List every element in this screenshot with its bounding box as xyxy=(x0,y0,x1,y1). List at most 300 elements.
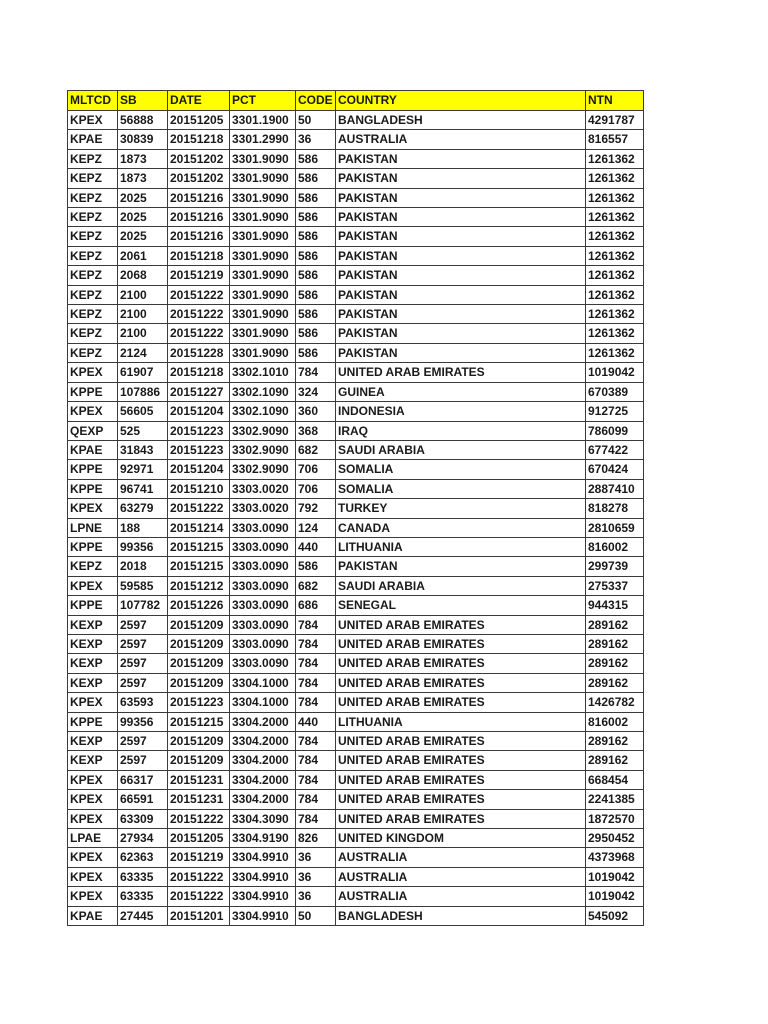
cell-country: UNITED ARAB EMIRATES xyxy=(336,809,586,828)
cell-date: 20151218 xyxy=(168,246,230,265)
cell-sb: 66591 xyxy=(118,790,168,809)
cell-mltcd: KPPE xyxy=(68,479,118,498)
cell-ntn: 289162 xyxy=(586,615,644,634)
cell-pct: 3302.9090 xyxy=(230,421,296,440)
cell-mltcd: KPPE xyxy=(68,712,118,731)
cell-ntn: 786099 xyxy=(586,421,644,440)
cell-country: GUINEA xyxy=(336,382,586,401)
cell-date: 20151226 xyxy=(168,596,230,615)
cell-pct: 3301.9090 xyxy=(230,343,296,362)
cell-country: INDONESIA xyxy=(336,402,586,421)
cell-ntn: 275337 xyxy=(586,576,644,595)
cell-code: 784 xyxy=(296,615,336,634)
cell-mltcd: KEPZ xyxy=(68,324,118,343)
table-row xyxy=(68,557,644,576)
cell-code: 682 xyxy=(296,576,336,595)
cell-code: 36 xyxy=(296,848,336,867)
cell-country: BANGLADESH xyxy=(336,111,586,130)
cell-date: 20151218 xyxy=(168,130,230,149)
cell-sb: 1873 xyxy=(118,169,168,188)
cell-date: 20151223 xyxy=(168,421,230,440)
cell-mltcd: KPEX xyxy=(68,790,118,809)
cell-country: LITHUANIA xyxy=(336,537,586,556)
cell-country: UNITED ARAB EMIRATES xyxy=(336,654,586,673)
cell-ntn: 1426782 xyxy=(586,693,644,712)
cell-country: UNITED ARAB EMIRATES xyxy=(336,615,586,634)
cell-country: PAKISTAN xyxy=(336,557,586,576)
table-row xyxy=(68,732,644,751)
cell-pct: 3303.0020 xyxy=(230,479,296,498)
table-row xyxy=(68,188,644,207)
cell-ntn: 1261362 xyxy=(586,305,644,324)
cell-sb: 62363 xyxy=(118,848,168,867)
cell-country: UNITED ARAB EMIRATES xyxy=(336,751,586,770)
cell-code: 586 xyxy=(296,227,336,246)
cell-date: 20151219 xyxy=(168,266,230,285)
cell-country: AUSTRALIA xyxy=(336,867,586,886)
cell-sb: 1873 xyxy=(118,149,168,168)
header-ntn: NTN xyxy=(586,91,644,111)
table-row xyxy=(68,576,644,595)
cell-ntn: 816002 xyxy=(586,537,644,556)
header-country: COUNTRY xyxy=(336,91,586,111)
cell-sb: 27934 xyxy=(118,829,168,848)
cell-country: AUSTRALIA xyxy=(336,887,586,906)
cell-ntn: 670424 xyxy=(586,460,644,479)
table-row xyxy=(68,266,644,285)
cell-country: AUSTRALIA xyxy=(336,130,586,149)
cell-mltcd: KPAE xyxy=(68,440,118,459)
cell-pct: 3302.9090 xyxy=(230,460,296,479)
cell-mltcd: KPAE xyxy=(68,906,118,925)
cell-pct: 3301.9090 xyxy=(230,149,296,168)
cell-pct: 3301.9090 xyxy=(230,305,296,324)
cell-date: 20151204 xyxy=(168,402,230,421)
cell-country: UNITED ARAB EMIRATES xyxy=(336,790,586,809)
cell-mltcd: KPEX xyxy=(68,848,118,867)
cell-pct: 3304.1000 xyxy=(230,673,296,692)
cell-date: 20151209 xyxy=(168,634,230,653)
cell-mltcd: KEPZ xyxy=(68,557,118,576)
cell-sb: 59585 xyxy=(118,576,168,595)
table-header xyxy=(68,91,644,111)
cell-country: SAUDI ARABIA xyxy=(336,440,586,459)
cell-pct: 3302.9090 xyxy=(230,440,296,459)
cell-ntn: 1261362 xyxy=(586,149,644,168)
cell-date: 20151202 xyxy=(168,169,230,188)
table-row xyxy=(68,324,644,343)
table-body xyxy=(68,111,644,926)
cell-country: TURKEY xyxy=(336,499,586,518)
cell-sb: 2597 xyxy=(118,654,168,673)
cell-country: SOMALIA xyxy=(336,479,586,498)
cell-sb: 2100 xyxy=(118,285,168,304)
cell-pct: 3303.0090 xyxy=(230,654,296,673)
cell-date: 20151228 xyxy=(168,343,230,362)
header-sb: SB xyxy=(118,91,168,111)
cell-ntn: 289162 xyxy=(586,751,644,770)
cell-code: 440 xyxy=(296,537,336,556)
cell-country: PAKISTAN xyxy=(336,305,586,324)
cell-ntn: 289162 xyxy=(586,654,644,673)
cell-sb: 30839 xyxy=(118,130,168,149)
cell-mltcd: KEPZ xyxy=(68,149,118,168)
cell-sb: 2597 xyxy=(118,634,168,653)
cell-sb: 525 xyxy=(118,421,168,440)
cell-pct: 3302.1010 xyxy=(230,363,296,382)
cell-code: 360 xyxy=(296,402,336,421)
cell-ntn: 1261362 xyxy=(586,343,644,362)
cell-date: 20151222 xyxy=(168,867,230,886)
cell-mltcd: KEPZ xyxy=(68,208,118,227)
table-row xyxy=(68,673,644,692)
cell-mltcd: LPAE xyxy=(68,829,118,848)
cell-date: 20151223 xyxy=(168,693,230,712)
cell-date: 20151209 xyxy=(168,751,230,770)
table-row xyxy=(68,130,644,149)
cell-country: UNITED ARAB EMIRATES xyxy=(336,634,586,653)
cell-sb: 2061 xyxy=(118,246,168,265)
cell-mltcd: QEXP xyxy=(68,421,118,440)
cell-pct: 3304.2000 xyxy=(230,732,296,751)
cell-country: AUSTRALIA xyxy=(336,848,586,867)
cell-code: 784 xyxy=(296,809,336,828)
cell-sb: 63279 xyxy=(118,499,168,518)
table-row xyxy=(68,634,644,653)
cell-ntn: 944315 xyxy=(586,596,644,615)
cell-sb: 63335 xyxy=(118,887,168,906)
cell-date: 20151209 xyxy=(168,654,230,673)
cell-pct: 3303.0020 xyxy=(230,499,296,518)
cell-code: 586 xyxy=(296,324,336,343)
table-row xyxy=(68,906,644,925)
cell-code: 324 xyxy=(296,382,336,401)
cell-ntn: 2241385 xyxy=(586,790,644,809)
cell-ntn: 1019042 xyxy=(586,887,644,906)
cell-date: 20151209 xyxy=(168,615,230,634)
cell-code: 586 xyxy=(296,246,336,265)
cell-code: 784 xyxy=(296,363,336,382)
cell-country: PAKISTAN xyxy=(336,208,586,227)
table-row xyxy=(68,111,644,130)
cell-mltcd: KPEX xyxy=(68,693,118,712)
cell-pct: 3301.2990 xyxy=(230,130,296,149)
cell-code: 706 xyxy=(296,479,336,498)
cell-sb: 92971 xyxy=(118,460,168,479)
table-row xyxy=(68,402,644,421)
cell-sb: 2025 xyxy=(118,208,168,227)
cell-code: 36 xyxy=(296,130,336,149)
cell-ntn: 818278 xyxy=(586,499,644,518)
table-row xyxy=(68,887,644,906)
header-mltcd: MLTCD xyxy=(68,91,118,111)
cell-sb: 2124 xyxy=(118,343,168,362)
cell-country: SENEGAL xyxy=(336,596,586,615)
cell-code: 784 xyxy=(296,790,336,809)
cell-sb: 2100 xyxy=(118,324,168,343)
cell-date: 20151223 xyxy=(168,440,230,459)
cell-pct: 3302.1090 xyxy=(230,402,296,421)
cell-country: PAKISTAN xyxy=(336,266,586,285)
cell-ntn: 1261362 xyxy=(586,246,644,265)
cell-ntn: 1261362 xyxy=(586,188,644,207)
cell-pct: 3304.9190 xyxy=(230,829,296,848)
cell-code: 784 xyxy=(296,634,336,653)
cell-mltcd: KPPE xyxy=(68,537,118,556)
cell-code: 586 xyxy=(296,266,336,285)
cell-sb: 63309 xyxy=(118,809,168,828)
cell-mltcd: KEXP xyxy=(68,673,118,692)
cell-code: 826 xyxy=(296,829,336,848)
cell-code: 586 xyxy=(296,169,336,188)
cell-code: 586 xyxy=(296,188,336,207)
cell-pct: 3301.9090 xyxy=(230,227,296,246)
cell-code: 124 xyxy=(296,518,336,537)
cell-mltcd: KPEX xyxy=(68,499,118,518)
cell-mltcd: KEXP xyxy=(68,732,118,751)
cell-ntn: 4291787 xyxy=(586,111,644,130)
cell-code: 50 xyxy=(296,906,336,925)
cell-pct: 3301.9090 xyxy=(230,266,296,285)
cell-sb: 2018 xyxy=(118,557,168,576)
cell-country: SAUDI ARABIA xyxy=(336,576,586,595)
cell-ntn: 816002 xyxy=(586,712,644,731)
cell-pct: 3303.0090 xyxy=(230,537,296,556)
cell-sb: 56888 xyxy=(118,111,168,130)
cell-mltcd: KEXP xyxy=(68,654,118,673)
cell-code: 784 xyxy=(296,770,336,789)
table-row xyxy=(68,751,644,770)
cell-date: 20151201 xyxy=(168,906,230,925)
cell-country: UNITED ARAB EMIRATES xyxy=(336,673,586,692)
cell-pct: 3304.2000 xyxy=(230,751,296,770)
cell-ntn: 677422 xyxy=(586,440,644,459)
cell-country: UNITED KINGDOM xyxy=(336,829,586,848)
cell-pct: 3304.3090 xyxy=(230,809,296,828)
table-row xyxy=(68,809,644,828)
cell-date: 20151216 xyxy=(168,227,230,246)
cell-code: 792 xyxy=(296,499,336,518)
cell-mltcd: KPPE xyxy=(68,596,118,615)
cell-mltcd: KEXP xyxy=(68,751,118,770)
cell-code: 586 xyxy=(296,208,336,227)
cell-mltcd: KEPZ xyxy=(68,343,118,362)
table-row xyxy=(68,305,644,324)
cell-sb: 63335 xyxy=(118,867,168,886)
cell-mltcd: KPEX xyxy=(68,363,118,382)
cell-mltcd: KPEX xyxy=(68,809,118,828)
cell-mltcd: KEPZ xyxy=(68,285,118,304)
cell-ntn: 1261362 xyxy=(586,285,644,304)
cell-ntn: 1261362 xyxy=(586,169,644,188)
cell-sb: 63593 xyxy=(118,693,168,712)
cell-pct: 3304.9910 xyxy=(230,867,296,886)
cell-date: 20151205 xyxy=(168,111,230,130)
table-row xyxy=(68,149,644,168)
cell-date: 20151222 xyxy=(168,324,230,343)
cell-sb: 2025 xyxy=(118,188,168,207)
table-row xyxy=(68,499,644,518)
table-row xyxy=(68,285,644,304)
cell-country: IRAQ xyxy=(336,421,586,440)
cell-ntn: 670389 xyxy=(586,382,644,401)
cell-date: 20151227 xyxy=(168,382,230,401)
cell-mltcd: KPEX xyxy=(68,576,118,595)
cell-sb: 96741 xyxy=(118,479,168,498)
cell-ntn: 912725 xyxy=(586,402,644,421)
cell-country: CANADA xyxy=(336,518,586,537)
cell-ntn: 816557 xyxy=(586,130,644,149)
cell-date: 20151216 xyxy=(168,208,230,227)
table-row xyxy=(68,479,644,498)
cell-ntn: 2950452 xyxy=(586,829,644,848)
cell-mltcd: KPAE xyxy=(68,130,118,149)
cell-sb: 56605 xyxy=(118,402,168,421)
cell-date: 20151215 xyxy=(168,557,230,576)
cell-sb: 2597 xyxy=(118,673,168,692)
cell-mltcd: KPEX xyxy=(68,770,118,789)
cell-pct: 3303.0090 xyxy=(230,634,296,653)
cell-mltcd: KPEX xyxy=(68,867,118,886)
cell-mltcd: KEPZ xyxy=(68,169,118,188)
cell-ntn: 289162 xyxy=(586,732,644,751)
cell-mltcd: KPPE xyxy=(68,460,118,479)
cell-pct: 3304.2000 xyxy=(230,790,296,809)
cell-ntn: 1019042 xyxy=(586,363,644,382)
cell-date: 20151209 xyxy=(168,673,230,692)
cell-code: 36 xyxy=(296,887,336,906)
table-row xyxy=(68,421,644,440)
cell-ntn: 2810659 xyxy=(586,518,644,537)
cell-country: LITHUANIA xyxy=(336,712,586,731)
cell-code: 586 xyxy=(296,285,336,304)
cell-date: 20151212 xyxy=(168,576,230,595)
cell-sb: 188 xyxy=(118,518,168,537)
cell-sb: 66317 xyxy=(118,770,168,789)
cell-sb: 2597 xyxy=(118,615,168,634)
cell-sb: 27445 xyxy=(118,906,168,925)
cell-ntn: 1019042 xyxy=(586,867,644,886)
cell-mltcd: KEPZ xyxy=(68,227,118,246)
cell-country: PAKISTAN xyxy=(336,324,586,343)
cell-mltcd: KPPE xyxy=(68,382,118,401)
cell-country: BANGLADESH xyxy=(336,906,586,925)
cell-ntn: 289162 xyxy=(586,673,644,692)
cell-date: 20151210 xyxy=(168,479,230,498)
cell-country: PAKISTAN xyxy=(336,169,586,188)
cell-date: 20151222 xyxy=(168,887,230,906)
table-row xyxy=(68,208,644,227)
cell-code: 586 xyxy=(296,305,336,324)
cell-country: PAKISTAN xyxy=(336,343,586,362)
cell-pct: 3303.0090 xyxy=(230,596,296,615)
cell-pct: 3302.1090 xyxy=(230,382,296,401)
cell-country: PAKISTAN xyxy=(336,188,586,207)
cell-country: UNITED ARAB EMIRATES xyxy=(336,363,586,382)
cell-code: 682 xyxy=(296,440,336,459)
cell-mltcd: KEXP xyxy=(68,634,118,653)
cell-pct: 3303.0090 xyxy=(230,557,296,576)
header-row xyxy=(68,91,644,111)
cell-mltcd: KEPZ xyxy=(68,188,118,207)
cell-pct: 3301.9090 xyxy=(230,169,296,188)
cell-pct: 3304.2000 xyxy=(230,770,296,789)
cell-ntn: 1261362 xyxy=(586,324,644,343)
cell-sb: 107782 xyxy=(118,596,168,615)
header-code: CODE xyxy=(296,91,336,111)
cell-ntn: 4373968 xyxy=(586,848,644,867)
cell-country: PAKISTAN xyxy=(336,227,586,246)
table-row xyxy=(68,169,644,188)
cell-code: 440 xyxy=(296,712,336,731)
table-row xyxy=(68,829,644,848)
header-pct: PCT xyxy=(230,91,296,111)
cell-code: 586 xyxy=(296,557,336,576)
cell-pct: 3301.9090 xyxy=(230,208,296,227)
cell-country: UNITED ARAB EMIRATES xyxy=(336,693,586,712)
cell-date: 20151231 xyxy=(168,790,230,809)
cell-country: PAKISTAN xyxy=(336,149,586,168)
table-row xyxy=(68,867,644,886)
cell-pct: 3304.1000 xyxy=(230,693,296,712)
cell-date: 20151215 xyxy=(168,712,230,731)
table-row xyxy=(68,654,644,673)
cell-pct: 3303.0090 xyxy=(230,576,296,595)
table-row xyxy=(68,615,644,634)
cell-pct: 3304.2000 xyxy=(230,712,296,731)
table-row xyxy=(68,712,644,731)
cell-sb: 107886 xyxy=(118,382,168,401)
cell-code: 784 xyxy=(296,732,336,751)
cell-country: UNITED ARAB EMIRATES xyxy=(336,770,586,789)
cell-date: 20151215 xyxy=(168,537,230,556)
cell-sb: 2025 xyxy=(118,227,168,246)
cell-date: 20151204 xyxy=(168,460,230,479)
cell-country: UNITED ARAB EMIRATES xyxy=(336,732,586,751)
cell-pct: 3304.9910 xyxy=(230,848,296,867)
cell-sb: 31843 xyxy=(118,440,168,459)
cell-sb: 2100 xyxy=(118,305,168,324)
cell-ntn: 1261362 xyxy=(586,227,644,246)
cell-country: PAKISTAN xyxy=(336,285,586,304)
table-row xyxy=(68,537,644,556)
cell-date: 20151216 xyxy=(168,188,230,207)
cell-mltcd: KPEX xyxy=(68,402,118,421)
cell-ntn: 299739 xyxy=(586,557,644,576)
cell-code: 586 xyxy=(296,149,336,168)
cell-code: 686 xyxy=(296,596,336,615)
table-row xyxy=(68,363,644,382)
cell-date: 20151202 xyxy=(168,149,230,168)
cell-code: 368 xyxy=(296,421,336,440)
table-row xyxy=(68,848,644,867)
table-row xyxy=(68,518,644,537)
cell-date: 20151231 xyxy=(168,770,230,789)
cell-ntn: 289162 xyxy=(586,634,644,653)
cell-date: 20151219 xyxy=(168,848,230,867)
cell-date: 20151222 xyxy=(168,499,230,518)
cell-code: 784 xyxy=(296,654,336,673)
table-row xyxy=(68,440,644,459)
cell-code: 36 xyxy=(296,867,336,886)
cell-sb: 2597 xyxy=(118,732,168,751)
cell-mltcd: KEXP xyxy=(68,615,118,634)
cell-pct: 3303.0090 xyxy=(230,615,296,634)
cell-mltcd: KPEX xyxy=(68,111,118,130)
cell-date: 20151214 xyxy=(168,518,230,537)
cell-pct: 3303.0090 xyxy=(230,518,296,537)
cell-pct: 3301.9090 xyxy=(230,285,296,304)
